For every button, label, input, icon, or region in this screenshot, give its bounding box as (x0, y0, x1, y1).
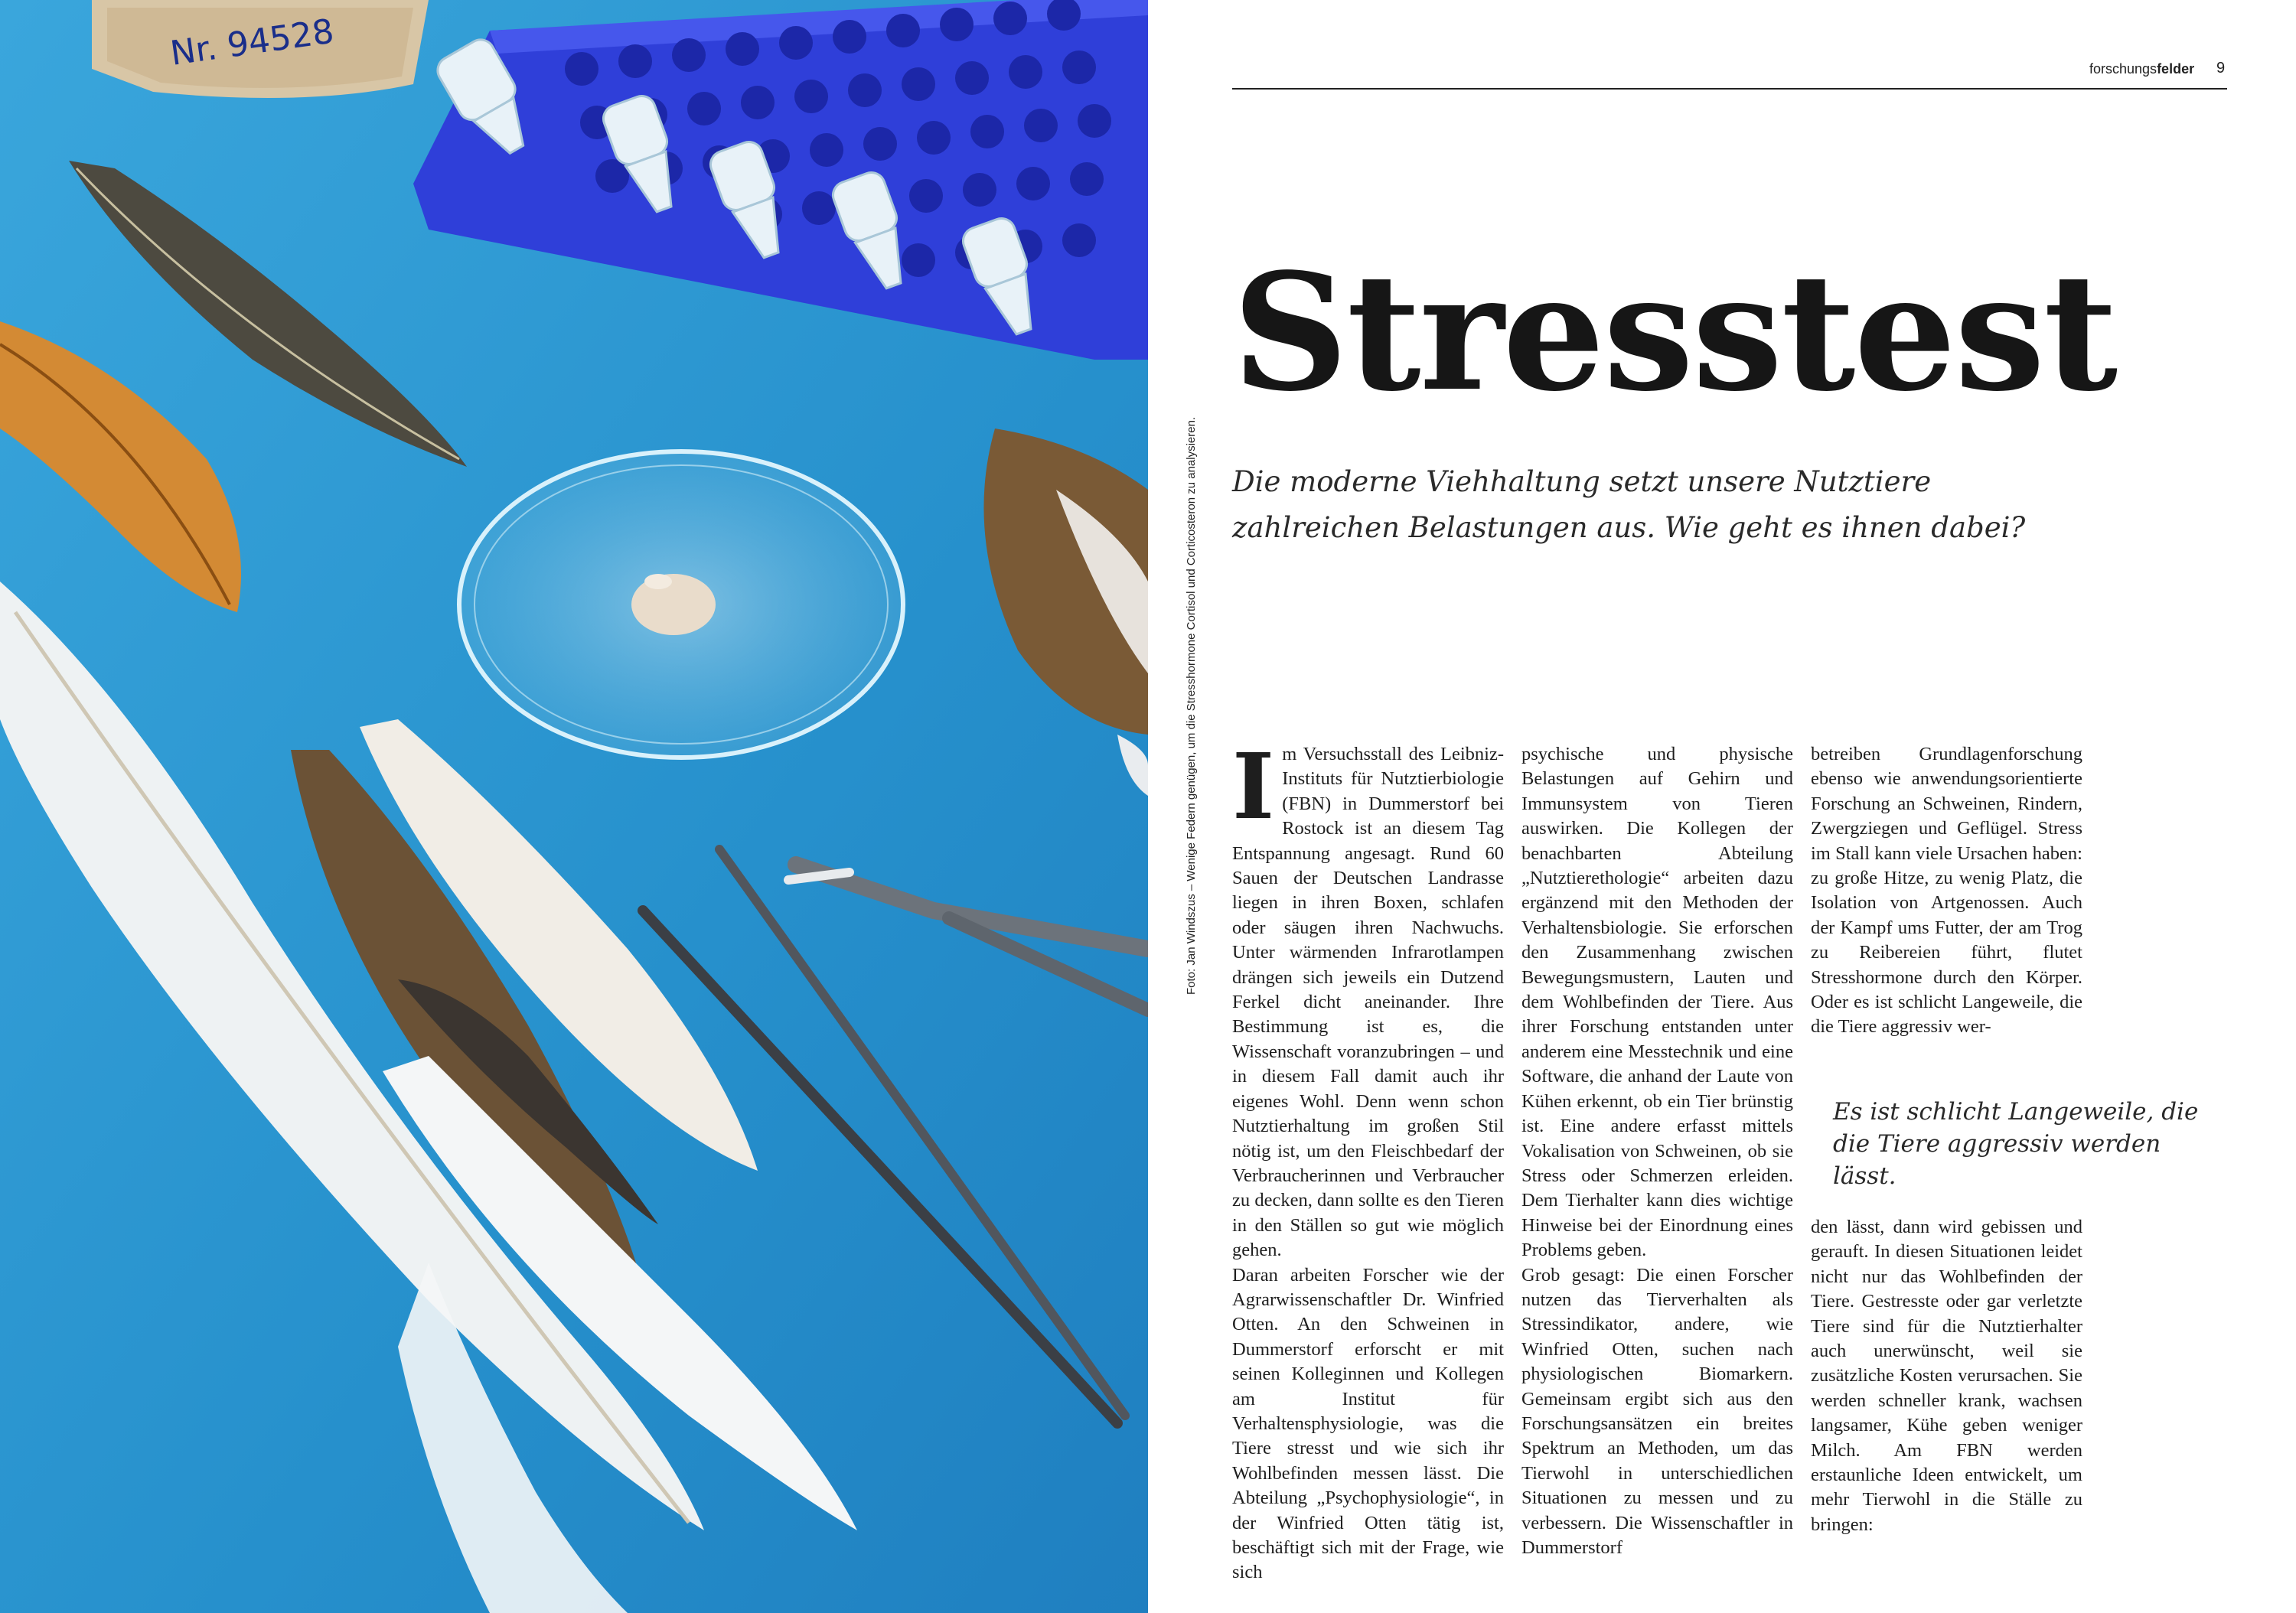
text-column-1 (1232, 733, 1504, 1585)
photo-credit: Foto: Jan Windszus – Wenige Federn genügen, um die Stresshormone Cortisol und Corticosteron zu analysieren. (1185, 416, 1198, 995)
article-title: Stresstest (1232, 238, 2117, 427)
section-suffix: felder (2157, 61, 2195, 77)
pull-quote: Es ist schlicht Langeweile, die die Tiere aggressiv werden lässt. (1833, 1098, 2199, 1190)
text-column-3-continued (1811, 1215, 2082, 1537)
text-column-2 (1521, 742, 1793, 1560)
paragraph: betreiben Grundlagenforschung ebenso wie anwendungsorientierte Forschung an Schweinen, Rindern, Zwergziegen und Geflügel. Stress im Stall kann viele Ursachen haben: zu große Hitze, zu wenig Platz, die Isolation von Artgenossen. Auch der Kampf ums Futter, der am Trog zu Reibereien führt, flutet Stresshormone durch den Körper. Oder es ist schlicht Langeweile, die die Tiere aggressiv wer- (1811, 744, 2082, 1038)
paragraph: psychische und physische Belastungen auf Gehirn und Immunsystem von Tieren auswirken. Die Kollegen der benachbarten Abteilung „Nutztierethologie“ arbeiten dazu ergänzend mit den Methoden der Verhaltensbiologie. Sie erforschen den Zusammenhang zwischen Bewegungsmustern, Lauten und dem Wohlbefinden der Tiere. Aus ihrer Forschung entstanden unter anderem eine Messtechnik und eine Software, die anhand der Laute von Kühen erkennt, ob ein Tier brünstig ist. Eine andere erfasst mittels Vokalisation von Schweinen, ob sie Stress oder Schmerzen erleiden. Dem Tierhalter kann dies wichtige Hinweise bei der Einordnung eines Problems geben. (1521, 744, 1793, 1261)
sample-label: Nr. 94528 (168, 11, 337, 73)
petri-dish (459, 451, 903, 758)
section-header (2089, 61, 2194, 77)
drop-cap: I (1232, 733, 1275, 839)
article-lede: Die moderne Viehhaltung setzt unsere Nutztiere zahlreichen Belastungen aus. Wie geht es ihnen dabei? (1232, 465, 2026, 544)
paragraph: den lässt, dann wird gebissen und gerauft. In diesen Situationen leidet nicht nur das Wohlbefinden der Tiere. Gestresste oder gar verletzte Tiere sind für die Nutztierhalter auch unerwünscht, weil sie zusätzliche Kosten verursachen. Sie werden schneller krank, wachsen langsamer, Kühe geben weniger Milch. Am FBN werden erstaunliche Ideen entwickelt, um mehr Tierwohl in die Ställe zu bringen: (1811, 1217, 2082, 1535)
paragraph: Grob gesagt: Die einen Forscher nutzen das Tierverhalten als Stressindikator, andere, wie Winfried Otten, suchen nach physiologischen Biomarkern. Gemeinsam ergibt sich aus den Forschungsansätzen ein breites Spektrum an Methoden, um das Tierwohl in unterschiedlichen Situationen zu messen und zu verbessern. Die Wissenschaftler in Dummerstorf (1521, 1264, 1793, 1558)
paragraph: Daran arbeiten Forscher wie der Agrarwissenschaftler Dr. Winfried Otten. An den Schweinen in Dummerstorf erforscht er mit seinen Kolleginnen und Kollegen am Institut für Verhaltensphysiologie, was die Tiere stresst und wie sich ihr Wohlbefinden messen lässt. Die Abteilung „Psychophysiologie“, in der Winfried Otten tätig ist, beschäftigt sich mit der Frage, wie sich (1232, 1264, 1504, 1583)
section-prefix: forschungs (2089, 61, 2157, 77)
page-number: 9 (2216, 60, 2226, 77)
text-column-3 (1811, 742, 2082, 1040)
sample-bag (92, 0, 429, 98)
paragraph: m Versuchsstall des Leibniz-Instituts für Nutztierbiologie (FBN) in Dummerstorf bei Rostock ist an diesem Tag Entspannung angesagt. Rund 60 Sauen der Deutschen Landrasse liegen in ihren Boxen, schlafen oder säugen ihren Nachwuchs. Unter wärmenden Infrarotlampen drängen sich jeweils ein Dutzend Ferkel dicht aneinander. Ihre Bestimmung ist es, die Wissenschaft voranzubringen – und in diesem Fall damit auch ihr eigenes Wohl. Denn wenn schon Nutztierhaltung im großen Stil nötig ist, um den Fleischbedarf der Verbraucherinnen und Verbraucher zu decken, dann sollte es den Tieren in den Ställen so gut wie möglich gehen. (1232, 744, 1504, 1261)
header-rule (1232, 88, 2227, 90)
